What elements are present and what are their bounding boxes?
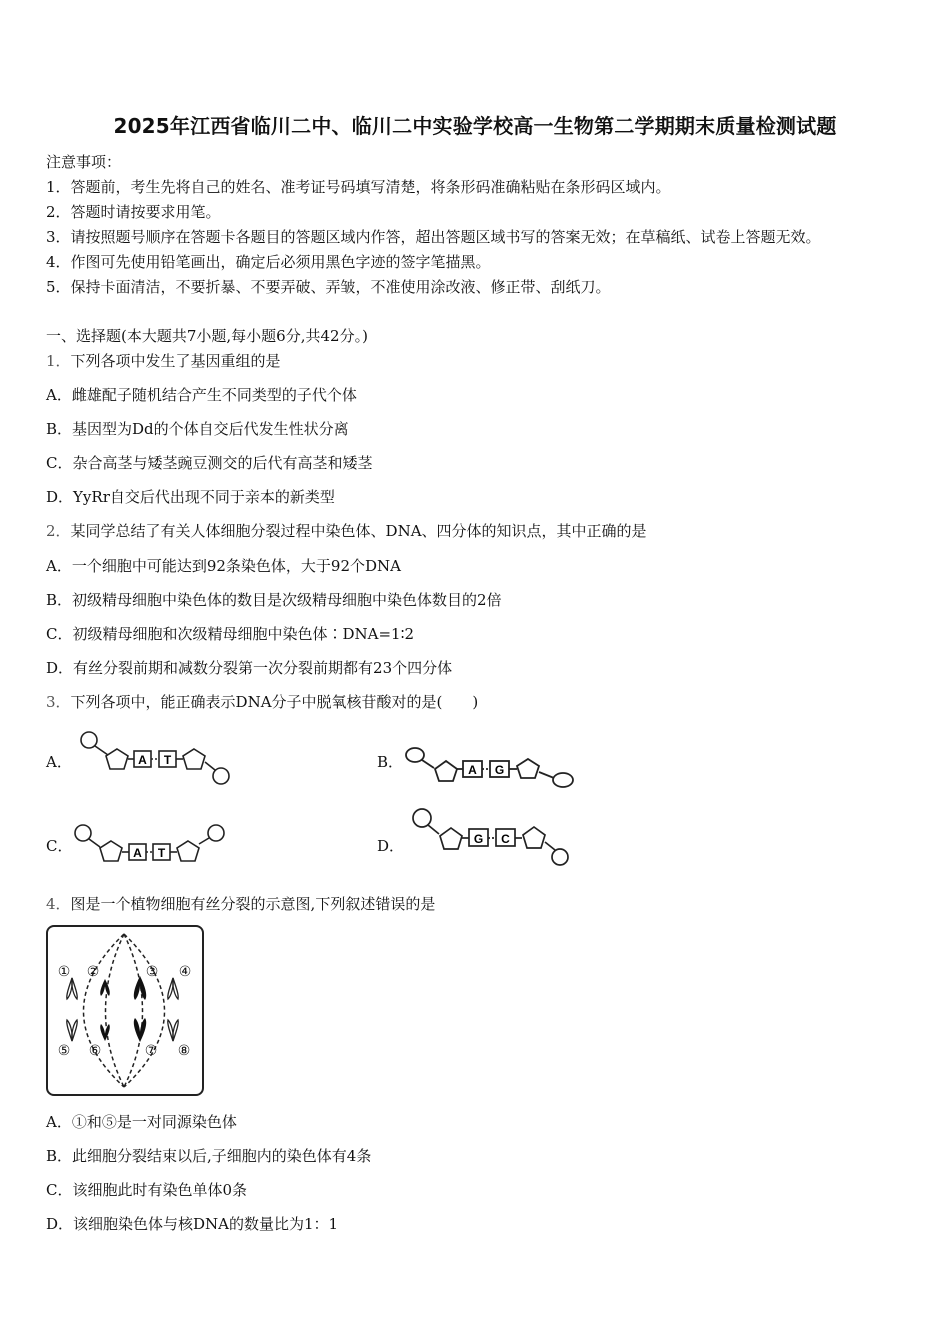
chromosome-label-2: ②	[86, 964, 100, 980]
page-title: 2025年江西省临川二中、临川二中实验学校高一生物第二学期期末质量检测试题	[113, 114, 837, 138]
q3-option-d-diagram	[405, 804, 577, 870]
base-label: T	[163, 753, 172, 767]
q2-option-d: D．有丝分裂前期和减数分裂第一次分裂前期都有23个四分体	[46, 659, 453, 677]
section-heading: 一、选择题(本大题共7小题,每小题6分,共42分。)	[46, 327, 368, 345]
chromosome-label-6: ⑥	[88, 1043, 102, 1059]
chromosome-label-8: ⑧	[177, 1043, 191, 1059]
q4-option-c: C．该细胞此时有染色单体0条	[46, 1181, 248, 1199]
question-1-stem	[46, 350, 281, 371]
base-label: A	[468, 763, 477, 777]
q4-option-a: A．①和⑤是一对同源染色体	[46, 1113, 237, 1131]
question-text: 某同学总结了有关人体细胞分裂过程中染色体、DNA、四分体的知识点，其中正确的是	[70, 522, 647, 540]
q3-option-c-label: C．	[46, 837, 73, 855]
cell-division-diagram	[45, 924, 205, 1098]
q1-option-a: A．雌雄配子随机结合产生不同类型的子代个体	[46, 386, 357, 404]
notice-heading: 注意事项：	[46, 153, 122, 171]
q3-option-a-label: A．	[46, 753, 72, 771]
notice-item-3: 3．请按照题号顺序在答题卡各题目的答题区域内作答，超出答题区域书写的答案无效；在草稿纸、试卷上答题无效。	[46, 228, 821, 246]
base-label: G	[494, 763, 505, 777]
q2-option-b: B．初级精母细胞中染色体的数目是次级精母细胞中染色体数目的2倍	[46, 591, 502, 609]
question-number: 4．	[46, 895, 71, 913]
q1-option-d: D．YyRr自交后代出现不同于亲本的新类型	[46, 488, 335, 506]
question-3-stem	[46, 691, 478, 712]
chromosome-label-1: ①	[57, 964, 71, 980]
q1-option-b: B．基因型为Dd的个体自交后代发生性状分离	[46, 420, 349, 438]
q2-option-a: A．一个细胞中可能达到92条染色体，大于92个DNA	[46, 557, 401, 575]
question-number: 3．	[46, 693, 71, 711]
chromosome-label-7: ⑦	[144, 1043, 158, 1059]
q3-option-d-label: D．	[377, 837, 405, 855]
question-text: 下列各项中发生了基因重组的是	[70, 352, 281, 370]
base-label: G	[473, 832, 484, 846]
q4-option-d: D．该细胞染色体与核DNA的数量比为1：1	[46, 1215, 339, 1233]
q3-option-b-label: B．	[377, 753, 404, 771]
question-4-stem	[46, 893, 435, 914]
cell-wall-outline	[47, 926, 203, 1095]
q4-option-b: B．此细胞分裂结束以后,子细胞内的染色体有4条	[46, 1147, 372, 1165]
notice-item-4: 4．作图可先使用铅笔画出，确定后必须用黑色字迹的签字笔描黑。	[46, 253, 491, 271]
q3-option-c-diagram	[68, 820, 233, 870]
question-text: 图是一个植物细胞有丝分裂的示意图,下列叙述错误的是	[70, 895, 436, 913]
q1-option-c: C．杂合高茎与矮茎豌豆测交的后代有高茎和矮茎	[46, 454, 373, 472]
notice-item-5: 5．保持卡面清洁，不要折暴、不要弄破、弄皱，不准使用涂改液、修正带、刮纸刀。	[46, 278, 611, 296]
notice-item-1: 1．答题前，考生先将自己的姓名、准考证号码填写清楚，将条形码准确粘贴在条形码区域内。	[46, 178, 671, 196]
chromosome-label-5: ⑤	[57, 1043, 71, 1059]
q2-option-c: C．初级精母细胞和次级精母细胞中染色体∶DNA=1∶2	[46, 625, 415, 643]
q3-option-a-diagram	[75, 728, 235, 790]
notice-item-2: 2．答题时请按要求用笔。	[46, 203, 221, 221]
base-label: T	[157, 846, 166, 860]
base-label: C	[501, 832, 510, 846]
question-text: 下列各项中，能正确表示DNA分子中脱氧核苷酸对的是( )	[70, 693, 479, 711]
base-label: A	[138, 753, 147, 767]
question-number: 2．	[46, 522, 71, 540]
chromosome-label-3: ③	[145, 964, 159, 980]
chromosome-label-4: ④	[178, 964, 192, 980]
spindle-fibers	[84, 934, 165, 1087]
base-label: A	[133, 846, 142, 860]
question-number: 1．	[46, 352, 71, 370]
q3-option-b-diagram	[400, 744, 580, 792]
question-2-stem	[46, 520, 647, 541]
